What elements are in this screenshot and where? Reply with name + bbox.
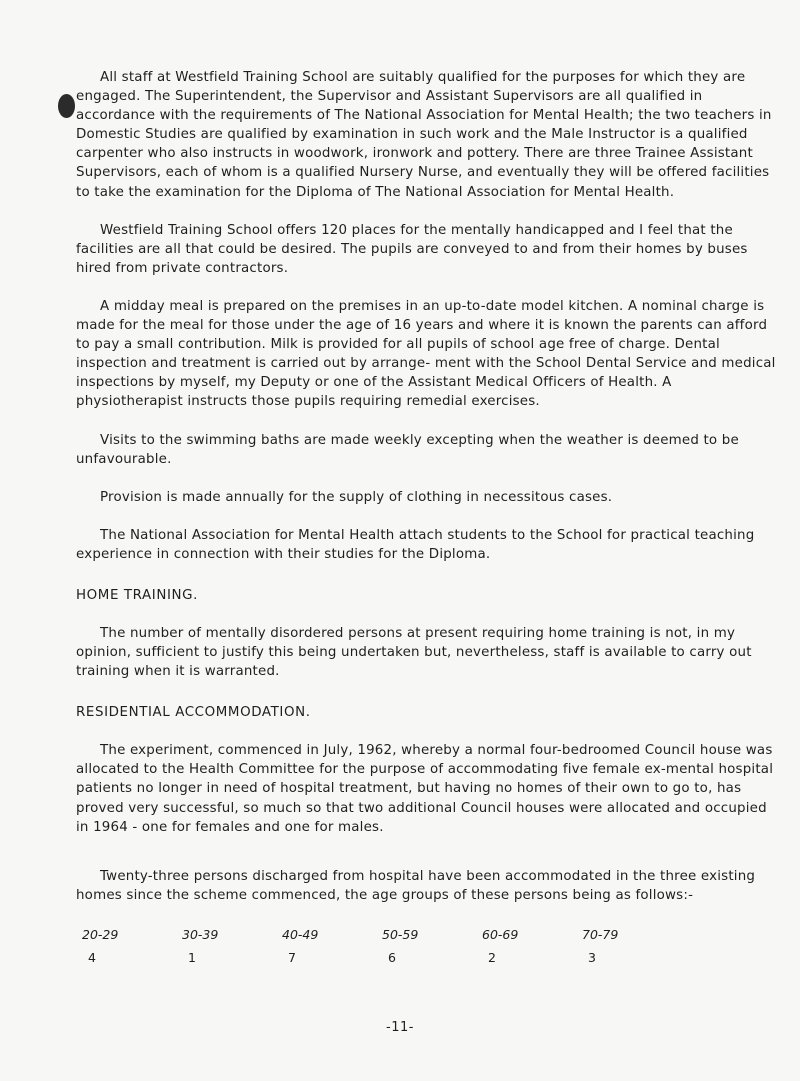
paragraph-students: The National Association for Mental Health attach students to the School for practical teaching experience in connection with their studies for the Diploma. [76,527,755,562]
age-group-count: 6 [388,949,396,965]
age-group-table [82,927,682,965]
paragraph-meals: A midday meal is prepared on the premises in an up-to-date model kitchen. A nominal charge is made for the meal for those under the age of 16 years and where it is known the parents can afford to pay a small contribution. Milk is provided for all pupils of school age free of charge. Dental inspection and treatment is carried out by arrange- ment with the School Dental Service and medical inspections by myself, my Deputy or one of the Assistant Medical Officers of Health. A physiotherapist instructs those pupils requiring remedial exercises. [76,298,776,410]
heading-residential: RESIDENTIAL ACCOMMODATION. [76,705,311,721]
age-group-header: 70-79 [582,926,619,942]
paragraph-experiment: The experiment, commenced in July, 1962, whereby a normal four-bedroomed Council house was allocated to the Health Committee for the purpose of accommodating five female ex-mental hospital patients no longer in need of hospital treatment, but having no homes of their own to go to, has proved very successful, so much so that two additional Council houses were allocated and occupied in 1964 - one for females and one for males. [76,743,774,835]
paragraph-clothing: Provision is made annually for the supply of clothing in necessitous cases. [100,489,613,505]
age-group-header: 30-39 [182,926,219,942]
age-group-header: 40-49 [282,926,319,942]
age-group-count: 1 [188,949,196,965]
paragraph-staff: All staff at Westfield Training School are suitably qualified for the purposes for which they are engaged. The Superintendent, the Supervisor and Assistant Supervisors are all qualified in accordance with the requirements of The National Association for Mental Health; the two teachers in Domestic Studies are qualified by examination in such work and the Male Instructor is a qualified carpenter who also instructs in woodwork, ironwork and pottery. There are three Trainee Assistant Supervisors, each of whom is a qualified Nursery Nurse, and eventually they will be offered facilities to take the examination for the Diploma of The National Association for Mental Health. [76,70,772,200]
age-group-count: 3 [588,949,596,965]
heading-home-training: HOME TRAINING. [76,587,198,603]
age-group-header: 60-69 [482,926,519,942]
age-group-count: 7 [288,949,296,965]
document-page [76,68,776,965]
age-group-count: 2 [488,949,496,965]
paragraph-discharged: Twenty-three persons discharged from hospital have been accommodated in the three existing homes since the scheme commenced, the age groups of these persons being as follows:- [76,868,756,903]
punch-hole-mark [58,94,75,118]
paragraph-home-training: The number of mentally disordered persons at present requiring home training is not, in my opinion, sufficient to justify this being undertaken but, nevertheless, staff is available to carry out training when it is warranted. [76,625,752,680]
paragraph-places: Westfield Training School offers 120 places for the mentally handicapped and I feel that the facilities are all that could be desired. The pupils are conveyed to and from their homes by buses hired from private contractors. [76,222,748,276]
paragraph-swimming: Visits to the swimming baths are made weekly excepting when the weather is deemed to be unfavourable. [76,432,739,467]
age-group-count: 4 [88,949,96,965]
age-group-header: 20-29 [82,926,119,942]
age-group-header: 50-59 [382,926,419,942]
page-number: -11- [386,1020,414,1035]
